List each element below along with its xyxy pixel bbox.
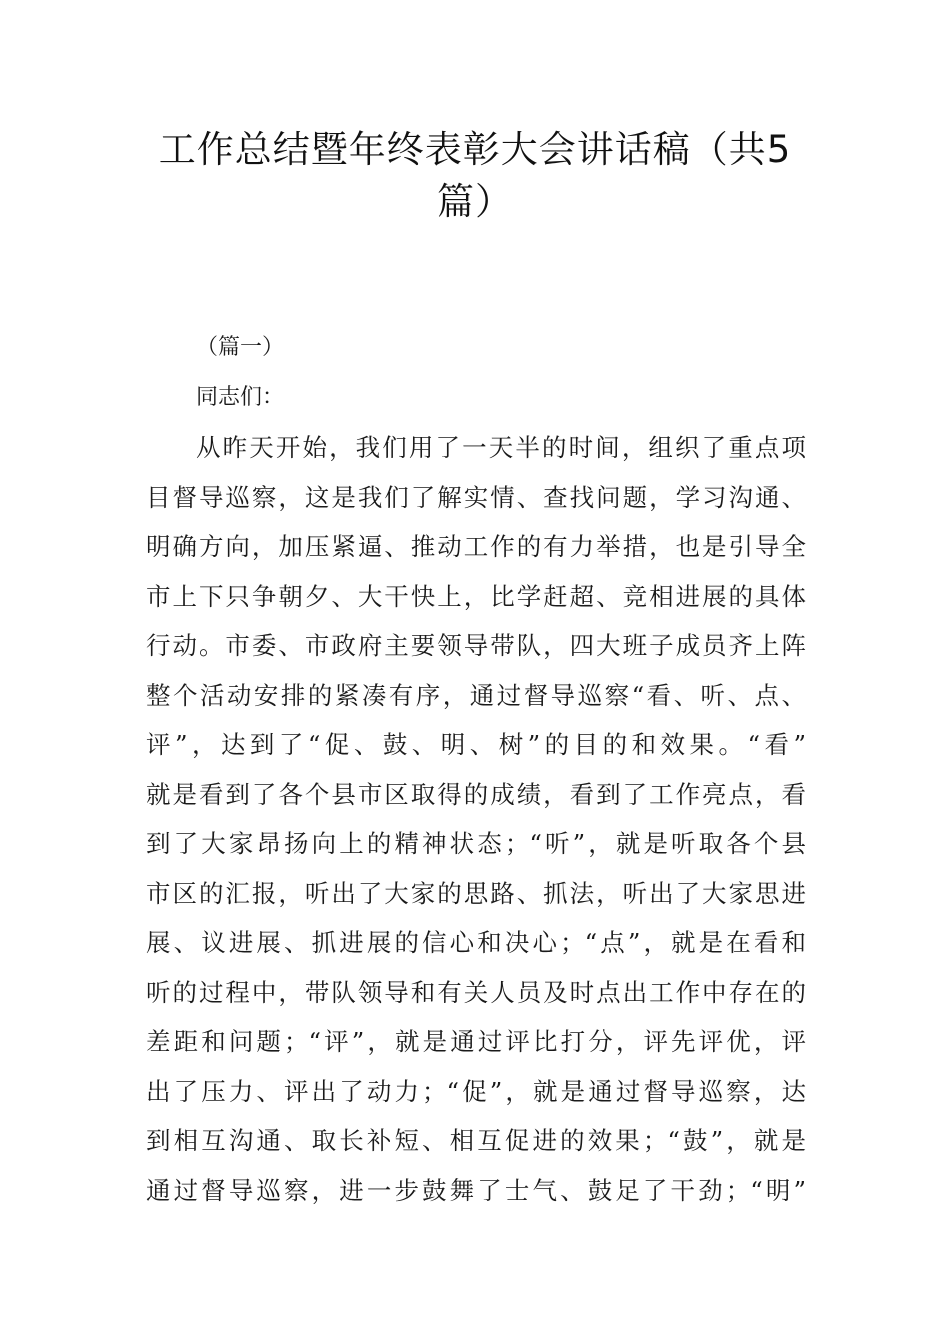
body-line: 出了压力、评出了动力；“促”，就是通过督导巡察，达 <box>146 1076 806 1106</box>
body-line: 整个活动安排的紧凑有序，通过督导巡察“看、听、点、 <box>146 680 806 710</box>
salutation: 同志们： <box>196 385 285 410</box>
body-line: 到了大家昂扬向上的精神状态；“听”，就是听取各个县 <box>146 829 806 858</box>
body-paragraph <box>146 423 806 1215</box>
body-line: 评”，达到了“促、鼓、明、树”的目的和效果。“看” <box>146 730 806 759</box>
document-title <box>125 124 825 228</box>
body-line: 从昨天开始，我们用了一天半的时间，组织了重点项 <box>196 433 806 462</box>
section-label: （篇一） <box>196 335 285 360</box>
document-title-line-2: 篇） <box>437 180 513 223</box>
body-line: 差距和问题；“评”，就是通过评比打分，评先评优，评 <box>146 1027 806 1056</box>
body-line: 听的过程中，带队领导和有关人员及时点出工作中存在的 <box>146 977 806 1007</box>
body-line: 明确方向，加压紧逼、推动工作的有力举措，也是引导全 <box>146 532 806 561</box>
body-line: 展、议进展、抓进展的信心和决心；“点”，就是在看和 <box>146 928 806 957</box>
document-title-line-1: 工作总结暨年终表彰大会讲话稿（共5 <box>158 128 792 171</box>
body-line: 目督导巡察，这是我们了解实情、查找问题，学习沟通、 <box>146 482 806 512</box>
body-line: 市区的汇报，听出了大家的思路、抓法，听出了大家思进 <box>146 878 806 908</box>
body-line: 市上下只争朝夕、大干快上，比学赶超、竞相进展的具体 <box>146 581 806 611</box>
body-line: 就是看到了各个县市区取得的成绩，看到了工作亮点，看 <box>146 779 806 809</box>
body-line: 行动。市委、市政府主要领导带队，四大班子成员齐上阵 <box>146 631 806 660</box>
body-line: 通过督导巡察，进一步鼓舞了士气、鼓足了干劲；“明” <box>146 1175 806 1205</box>
body-line: 到相互沟通、取长补短、相互促进的效果；“鼓”，就是 <box>146 1126 806 1155</box>
